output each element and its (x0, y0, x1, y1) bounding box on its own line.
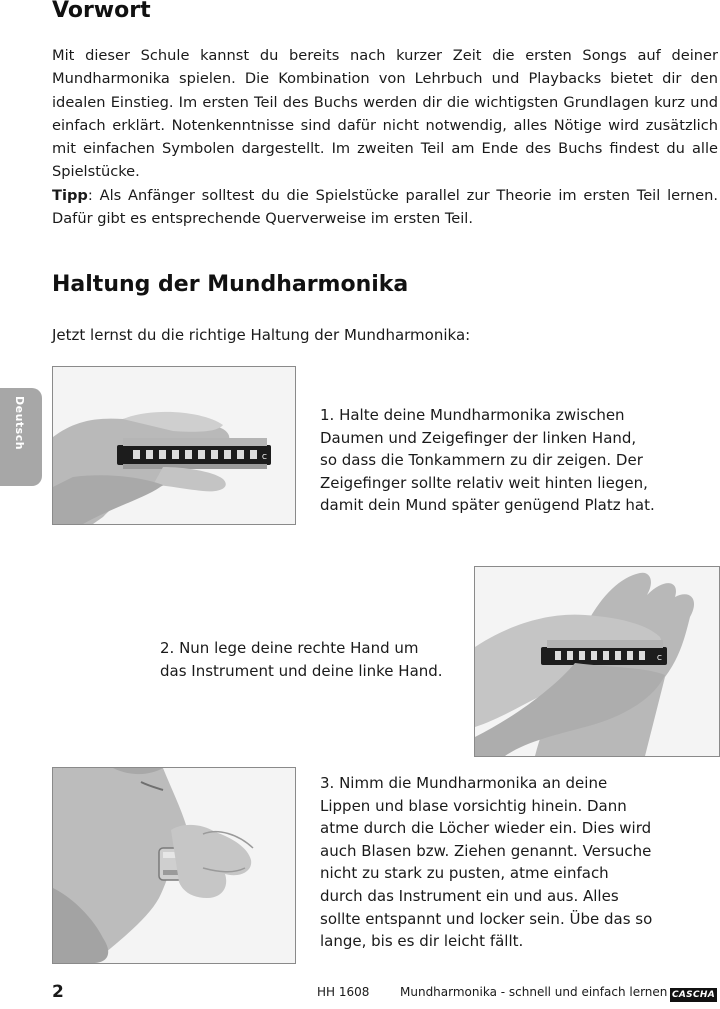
step-1-text (320, 404, 700, 517)
step-line: damit dein Mund später genügend Platz hat. (320, 496, 655, 515)
harmonica-key-label-2: C (657, 654, 662, 662)
step-line: 3. Nimm die Mundharmonika an deine (320, 774, 608, 792)
language-tab-label: Deutsch (13, 396, 26, 451)
foreword-text (52, 44, 718, 230)
step-2-text (160, 637, 460, 682)
book-title: Mundharmonika - schnell und einfach lernen (400, 985, 668, 999)
harmonica-key-label-1: C (262, 453, 267, 461)
step-line: 1. Halte deine Mundharmonika zwischen (320, 406, 625, 424)
page-title: Vorwort (52, 0, 151, 23)
hands-cupping-harmonica-illustration (475, 567, 719, 756)
page-number: 2 (52, 982, 64, 1002)
tip-label: Tipp (52, 186, 88, 204)
step-line: nicht zu stark zu pusten, atme einfach (320, 864, 609, 883)
step-line: das Instrument und deine linke Hand. (160, 661, 443, 680)
section-lead: Jetzt lernst du die richtige Haltung der Mundharmonika: (52, 326, 471, 344)
step-line: Lippen und blase vorsichtig hinein. Dann (320, 796, 627, 815)
photo-hand-holding-harmonica (52, 366, 296, 525)
step-line: 2. Nun lege deine rechte Hand um (160, 639, 419, 657)
tip-paragraph (52, 184, 718, 231)
step-line: auch Blasen bzw. Ziehen genannt. Versuche (320, 841, 652, 860)
photo-man-playing-harmonica (52, 767, 296, 964)
foreword-paragraph: Mit dieser Schule kannst du bereits nach kurzer Zeit die ersten Songs auf deiner Mundharmonika spielen. Die Kombination von Lehrbuch und Playbacks bietet dir den idealen Einstieg. Im ersten Teil des Buchs werden dir die wichtigsten Grundlagen kurz und einfach erklärt. Notenkenntnisse sind dafür nicht notwendig, alles Nötige wird zusätzlich mit einfachen Symbolen dargestellt. Im zweiten Teil am Ende des Buchs findest du alle Spielstücke. (52, 47, 718, 181)
step-line: so dass die Tonkammern zu dir zeigen. Der (320, 451, 643, 470)
publisher-logo: CASCHA (670, 988, 717, 1002)
step-line: atme durch die Löcher wieder ein. Dies wird (320, 819, 652, 838)
tip-text: : Als Anfänger solltest du die Spielstücke parallel zur Theorie im ersten Teil lernen. Dafür gibt es entsprechende Querverweise im ersten Teil. (52, 186, 718, 228)
step-line: durch das Instrument ein und aus. Alles (320, 886, 619, 905)
section-title: Haltung der Mundharmonika (52, 272, 409, 297)
step-line: sollte entspannt und locker sein. Übe das so (320, 909, 653, 928)
product-code: HH 1608 (317, 985, 370, 999)
man-playing-harmonica-illustration (53, 768, 295, 963)
hand-holding-harmonica-illustration (53, 367, 295, 524)
step-line: lange, bis es dir leicht fällt. (320, 932, 524, 951)
step-line: Daumen und Zeigefinger der linken Hand, (320, 428, 637, 447)
step-3-text (320, 772, 700, 953)
step-line: Zeigefinger sollte relativ weit hinten liegen, (320, 473, 648, 492)
language-tab (0, 388, 42, 486)
photo-hands-cupping-harmonica (474, 566, 720, 757)
